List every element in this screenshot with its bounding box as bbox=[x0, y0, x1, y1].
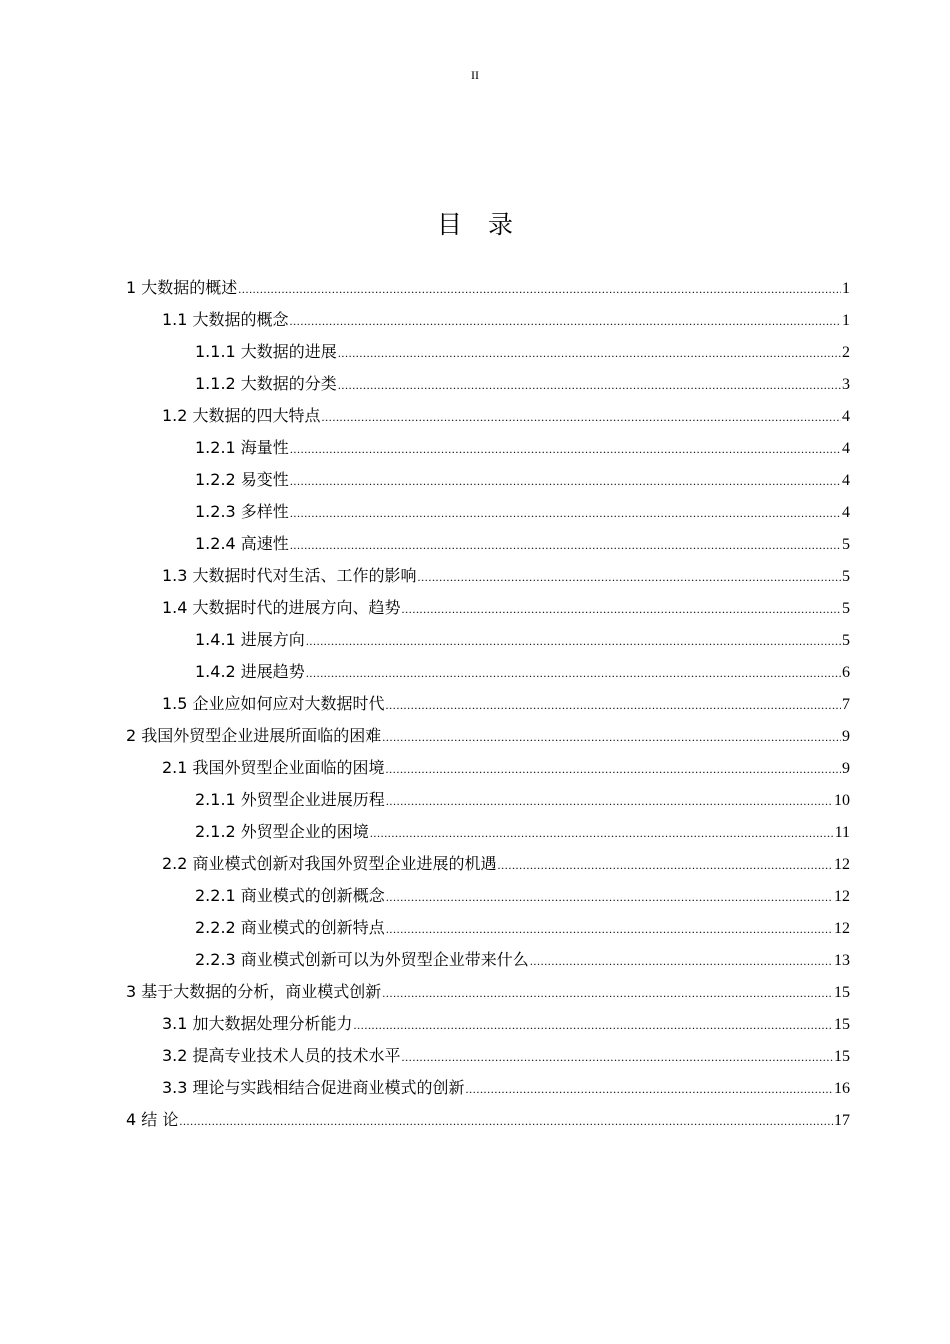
toc-entry[interactable] bbox=[126, 1072, 850, 1104]
toc-entry-label: 2.1.2 外贸型企业的困境 bbox=[195, 822, 369, 841]
toc-entry-page-number: 13 bbox=[834, 952, 850, 969]
toc-dot-leader bbox=[338, 369, 841, 401]
toc-entry-label: 2 我国外贸型企业进展所面临的困难 bbox=[126, 726, 382, 745]
toc-entry-page-number: 1 bbox=[842, 312, 850, 329]
toc-entry-page-number: 6 bbox=[842, 664, 850, 681]
toc-entry-label: 1.1 大数据的概念 bbox=[162, 310, 289, 329]
toc-dot-leader bbox=[386, 881, 833, 913]
toc-dot-leader bbox=[386, 913, 833, 945]
toc-entry-label: 2.2 商业模式创新对我国外贸型企业进展的机遇 bbox=[162, 854, 497, 873]
toc-entry[interactable] bbox=[126, 880, 850, 912]
toc-dot-leader bbox=[418, 561, 841, 593]
toc-entry-label: 1.4.2 进展趋势 bbox=[195, 662, 305, 681]
toc-entry-page-number: 5 bbox=[842, 632, 850, 649]
toc-entry[interactable] bbox=[126, 976, 850, 1008]
toc-entry-label: 2.2.2 商业模式的创新特点 bbox=[195, 918, 385, 937]
toc-entry-page-number: 9 bbox=[842, 728, 850, 745]
toc-entry-label: 3 基于大数据的分析，商业模式创新 bbox=[126, 982, 382, 1001]
toc-entry-label: 1.5 企业应如何应对大数据时代 bbox=[162, 694, 385, 713]
toc-entry-page-number: 10 bbox=[834, 792, 850, 809]
toc-dot-leader bbox=[530, 945, 833, 977]
toc-dot-leader bbox=[386, 785, 833, 817]
toc-entry[interactable] bbox=[126, 1008, 850, 1040]
toc-list bbox=[126, 272, 850, 1136]
toc-dot-leader bbox=[306, 625, 841, 657]
toc-entry[interactable] bbox=[126, 944, 850, 976]
toc-dot-leader bbox=[290, 465, 841, 497]
toc-dot-leader bbox=[322, 401, 841, 433]
toc-dot-leader bbox=[370, 817, 834, 849]
toc-entry-page-number: 5 bbox=[842, 568, 850, 585]
toc-dot-leader bbox=[290, 433, 841, 465]
toc-entry-label: 4 结 论 bbox=[126, 1110, 179, 1129]
toc-entry[interactable] bbox=[126, 848, 850, 880]
toc-entry-page-number: 12 bbox=[834, 888, 850, 905]
toc-entry-label: 1.1.2 大数据的分类 bbox=[195, 374, 337, 393]
toc-entry-label: 1.4 大数据时代的进展方向、趋势 bbox=[162, 598, 401, 617]
toc-entry-label: 2.2.3 商业模式创新可以为外贸型企业带来什么 bbox=[195, 950, 529, 969]
toc-entry[interactable] bbox=[126, 560, 850, 592]
toc-entry-label: 1.4.1 进展方向 bbox=[195, 630, 305, 649]
toc-dot-leader bbox=[386, 689, 841, 721]
toc-dot-leader bbox=[290, 529, 841, 561]
toc-entry-label: 1.2.3 多样性 bbox=[195, 502, 289, 521]
toc-entry[interactable] bbox=[126, 592, 850, 624]
toc-entry[interactable] bbox=[126, 624, 850, 656]
toc-dot-leader bbox=[466, 1073, 833, 1105]
toc-entry-label: 3.2 提高专业技术人员的技术水平 bbox=[162, 1046, 401, 1065]
toc-entry[interactable] bbox=[126, 272, 850, 304]
toc-entry-label: 1.1.1 大数据的进展 bbox=[195, 342, 337, 361]
toc-entry[interactable] bbox=[126, 656, 850, 688]
toc-entry[interactable] bbox=[126, 336, 850, 368]
toc-dot-leader bbox=[402, 1041, 833, 1073]
toc-entry-page-number: 15 bbox=[834, 1048, 850, 1065]
toc-entry-page-number: 5 bbox=[842, 600, 850, 617]
toc-entry-page-number: 9 bbox=[842, 760, 850, 777]
toc-entry-page-number: 4 bbox=[842, 472, 850, 489]
toc-entry-label: 2.2.1 商业模式的创新概念 bbox=[195, 886, 385, 905]
toc-entry-page-number: 5 bbox=[842, 536, 850, 553]
toc-entry[interactable] bbox=[126, 432, 850, 464]
toc-entry-page-number: 4 bbox=[842, 408, 850, 425]
toc-entry-label: 1.2 大数据的四大特点 bbox=[162, 406, 321, 425]
toc-entry-page-number: 3 bbox=[842, 376, 850, 393]
toc-entry-page-number: 12 bbox=[834, 920, 850, 937]
toc-entry-label: 1.2.2 易变性 bbox=[195, 470, 289, 489]
page-number: II bbox=[471, 68, 479, 82]
toc-entry[interactable] bbox=[126, 912, 850, 944]
toc-entry[interactable] bbox=[126, 368, 850, 400]
toc-entry[interactable] bbox=[126, 1104, 850, 1136]
toc-entry-page-number: 7 bbox=[842, 696, 850, 713]
toc-dot-leader bbox=[338, 337, 841, 369]
toc-entry-label: 2.1 我国外贸型企业面临的困境 bbox=[162, 758, 385, 777]
toc-entry-label: 1 大数据的概述 bbox=[126, 278, 238, 297]
toc-entry[interactable] bbox=[126, 304, 850, 336]
toc-dot-leader bbox=[290, 497, 841, 529]
toc-dot-leader bbox=[402, 593, 841, 625]
toc-entry-page-number: 16 bbox=[834, 1080, 850, 1097]
toc-entry-label: 1.2.4 高速性 bbox=[195, 534, 289, 553]
toc-dot-leader bbox=[354, 1009, 833, 1041]
toc-entry-label: 1.2.1 海量性 bbox=[195, 438, 289, 457]
toc-entry-page-number: 4 bbox=[842, 504, 850, 521]
toc-entry-page-number: 2 bbox=[842, 344, 850, 361]
toc-dot-leader bbox=[290, 305, 841, 337]
toc-entry-page-number: 12 bbox=[834, 856, 850, 873]
toc-entry[interactable] bbox=[126, 816, 850, 848]
toc-entry-label: 2.1.1 外贸型企业进展历程 bbox=[195, 790, 385, 809]
toc-entry-page-number: 15 bbox=[834, 984, 850, 1001]
toc-entry[interactable] bbox=[126, 752, 850, 784]
toc-dot-leader bbox=[306, 657, 841, 689]
toc-entry[interactable] bbox=[126, 1040, 850, 1072]
toc-entry-page-number: 11 bbox=[834, 824, 850, 841]
toc-entry[interactable] bbox=[126, 688, 850, 720]
toc-entry-label: 3.3 理论与实践相结合促进商业模式的创新 bbox=[162, 1078, 465, 1097]
toc-dot-leader bbox=[386, 753, 841, 785]
toc-dot-leader bbox=[238, 273, 841, 305]
toc-entry-page-number: 1 bbox=[842, 280, 850, 297]
toc-entry-label: 1.3 大数据时代对生活、工作的影响 bbox=[162, 566, 417, 585]
toc-dot-leader bbox=[179, 1105, 833, 1137]
toc-entry-label: 3.1 加大数据处理分析能力 bbox=[162, 1014, 353, 1033]
toc-entry[interactable] bbox=[126, 464, 850, 496]
toc-dot-leader bbox=[382, 721, 841, 753]
toc-entry[interactable] bbox=[126, 720, 850, 752]
toc-title: 目录 bbox=[436, 210, 539, 239]
toc-dot-leader bbox=[382, 977, 833, 1009]
toc-dot-leader bbox=[498, 849, 833, 881]
toc-entry[interactable] bbox=[126, 496, 850, 528]
toc-entry[interactable] bbox=[126, 784, 850, 816]
toc-entry[interactable] bbox=[126, 400, 850, 432]
toc-entry-page-number: 17 bbox=[834, 1112, 850, 1129]
toc-entry-page-number: 15 bbox=[834, 1016, 850, 1033]
toc-entry-page-number: 4 bbox=[842, 440, 850, 457]
toc-entry[interactable] bbox=[126, 528, 850, 560]
